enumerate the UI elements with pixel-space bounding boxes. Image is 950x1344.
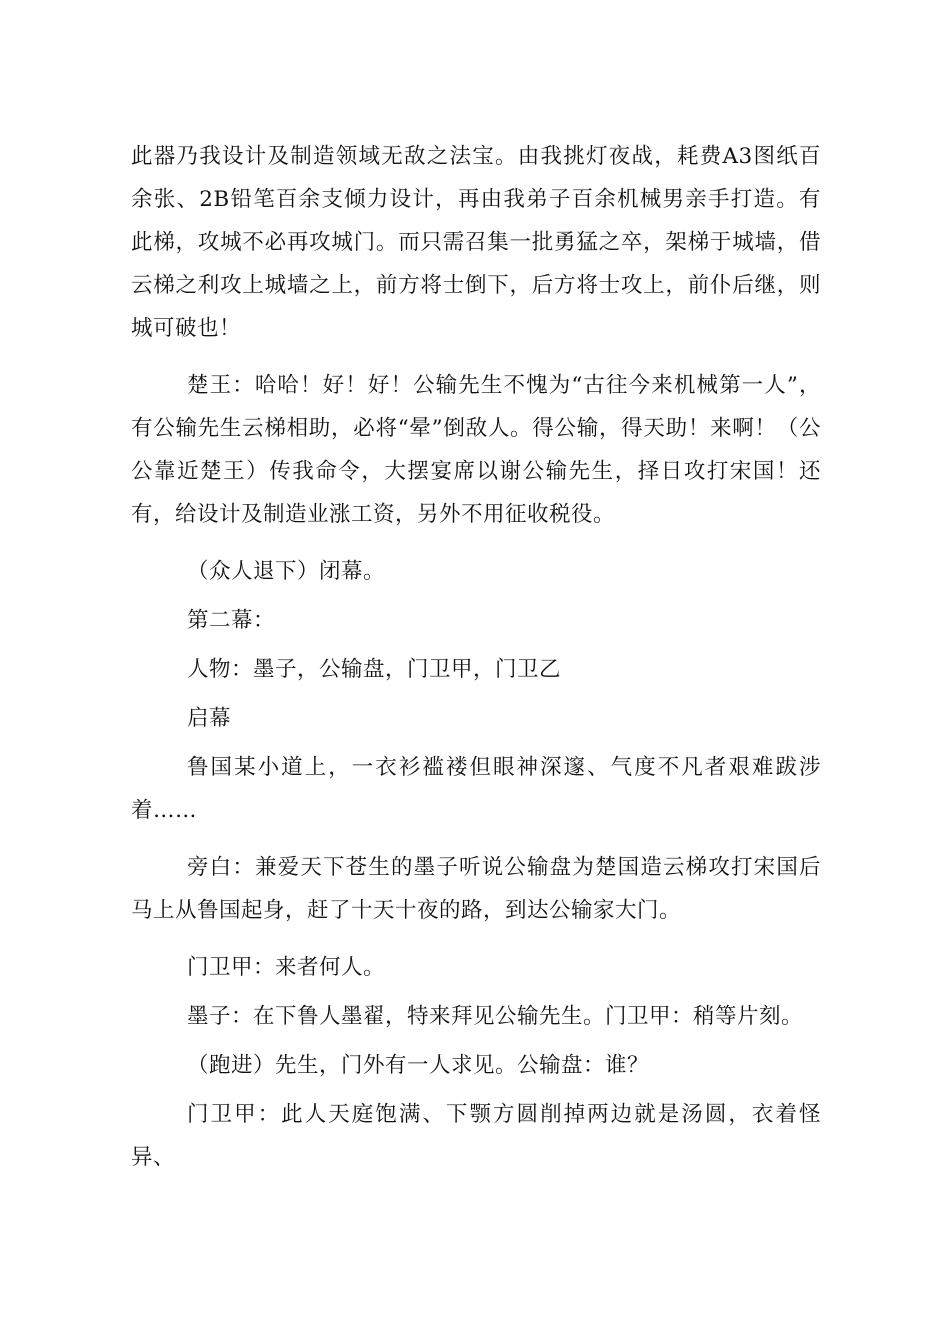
paragraph-act-two-heading: 第二幕： (187, 608, 276, 633)
paragraph-scene-setting: 鲁国某小道上，一衣衫褴褛但眼神深邃、气度不凡者艰难跋涉着…… (131, 755, 821, 823)
paragraph-guard-description: 门卫甲：此人天庭饱满、下颚方圆削掉两边就是汤圆，衣着怪异、 (131, 1102, 821, 1170)
paragraph-curtain-close: （众人退下）闭幕。 (187, 559, 386, 584)
paragraph-guard-report: （跑进）先生，门外有一人求见。公输盘：谁？ (187, 1053, 650, 1078)
paragraph-yunti-description: 此器乃我设计及制造领域无敌之法宝。由我挑灯夜战，耗费A3图纸百余张、2B铅笔百余支倾力设计，再由我弟子百余机械男亲手打造。有此梯，攻城不必再攻城门。而只需召集一批勇猛之卒，架梯于城墙，借云梯之利攻上城墙之上，前方将士倒下，后方将士攻上，前仆后继，则城可破也！ (131, 144, 821, 341)
paragraph-curtain-open: 启幕 (187, 706, 232, 731)
paragraph-chu-king-speech: 楚王：哈哈！好！好！公输先生不愧为“古往今来机械第一人”，有公输先生云梯相助，必将“晕”倒敌人。得公输，得天助！来啊！（公公靠近楚王）传我命令，大摆宴席以谢公输先生，择日攻打宋国！还有，给设计及制造业涨工资，另外不用征收税役。 (131, 373, 821, 527)
paragraph-mozi-reply: 墨子：在下鲁人墨翟，特来拜见公输先生。门卫甲：稍等片刻。 (187, 1004, 804, 1029)
paragraph-narration: 旁白：兼爱天下苍生的墨子听说公输盘为楚国造云梯攻打宋国后马上从鲁国起身，赶了十天十夜的路，到达公输家大门。 (131, 855, 821, 923)
paragraph-characters: 人物：墨子，公输盘，门卫甲，门卫乙 (187, 657, 562, 682)
paragraph-guard-question: 门卫甲：来者何人。 (187, 955, 386, 980)
document-body (131, 135, 821, 1185)
